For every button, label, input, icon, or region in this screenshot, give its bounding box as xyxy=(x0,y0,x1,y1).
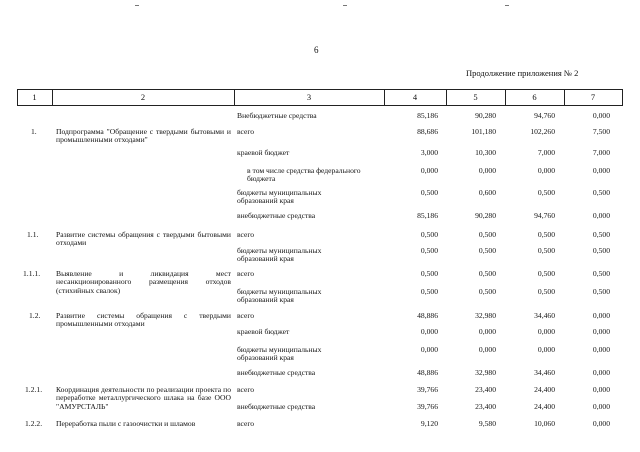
row-value-4: 0,000 xyxy=(420,327,438,336)
row-source: всего xyxy=(237,127,255,136)
row-value-4: 88,686 xyxy=(417,127,438,136)
row-value-7: 0,000 xyxy=(592,166,610,175)
row-value-5: 0,500 xyxy=(478,230,496,239)
row-number: 1. xyxy=(31,127,37,136)
row-source: в том числе средства федерального бюджета xyxy=(247,166,361,184)
row-number: 1.2. xyxy=(29,311,41,320)
row-value-6: 24,400 xyxy=(534,402,555,411)
row-name: Координация деятельности по реализации проекта по переработке металлургического шлака на базе ООО "АМУРСТАЛЬ" xyxy=(56,385,231,411)
row-name: Развитие системы обращения с твердыми промышленными отходами xyxy=(56,311,231,329)
row-value-7: 0,000 xyxy=(592,419,610,428)
row-value-6: 24,400 xyxy=(534,385,555,394)
row-value-6: 10,060 xyxy=(534,419,555,428)
row-value-7: 0,500 xyxy=(592,269,610,278)
row-value-7: 0,500 xyxy=(592,287,610,296)
row-value-5: 0,500 xyxy=(478,287,496,296)
row-value-7: 0,500 xyxy=(592,230,610,239)
row-value-6: 102,260 xyxy=(530,127,555,136)
row-value-5: 90,280 xyxy=(475,211,496,220)
row-source: краевой бюджет xyxy=(237,148,290,157)
row-value-4: 0,500 xyxy=(420,246,438,255)
row-value-6: 0,500 xyxy=(537,230,555,239)
header-col-5: 5 xyxy=(473,92,478,102)
row-name: Подпрограмма "Обращение с твердыми бытовыми и промышленными отходами" xyxy=(56,127,231,145)
row-value-4: 39,766 xyxy=(417,385,438,394)
row-value-6: 0,000 xyxy=(537,327,555,336)
row-value-5: 0,000 xyxy=(478,166,496,175)
row-value-6: 94,760 xyxy=(534,111,555,120)
row-value-7: 0,000 xyxy=(592,402,610,411)
row-value-7: 7,500 xyxy=(592,127,610,136)
row-source: внебюджетные средства xyxy=(237,211,316,220)
row-value-5: 90,280 xyxy=(475,111,496,120)
row-value-4: 0,500 xyxy=(420,188,438,197)
row-source: бюджеты муниципальных образований края xyxy=(237,345,322,363)
row-name: Переработка пыли с газоочистки и шламов xyxy=(56,419,196,428)
scan-mark xyxy=(343,5,347,6)
row-value-4: 48,886 xyxy=(417,311,438,320)
row-value-4: 0,000 xyxy=(420,345,438,354)
row-value-7: 0,500 xyxy=(592,246,610,255)
row-source: всего xyxy=(237,269,255,278)
row-value-5: 101,180 xyxy=(471,127,496,136)
row-value-4: 39,766 xyxy=(417,402,438,411)
row-value-5: 0,500 xyxy=(478,246,496,255)
row-source: всего xyxy=(237,311,255,320)
row-value-5: 0,000 xyxy=(478,327,496,336)
row-value-5: 0,500 xyxy=(478,269,496,278)
row-name: Развитие системы обращения с твердыми бытовыми отходами xyxy=(56,230,231,248)
row-value-5: 10,300 xyxy=(475,148,496,157)
row-value-6: 0,500 xyxy=(537,269,555,278)
row-value-6: 94,760 xyxy=(534,211,555,220)
header-col-6: 6 xyxy=(532,92,537,102)
header-col-7: 7 xyxy=(590,92,596,102)
row-value-6: 0,000 xyxy=(537,345,555,354)
row-name: Выявление и ликвидация мест несанкционированного размещения отходов (стихийных свалок) xyxy=(56,269,231,295)
row-source: всего xyxy=(237,419,255,428)
row-source: Внебюджетные средства xyxy=(237,111,317,120)
row-value-4: 0,500 xyxy=(420,230,438,239)
row-value-4: 3,000 xyxy=(420,148,438,157)
row-value-4: 85,186 xyxy=(417,111,438,120)
row-value-5: 32,980 xyxy=(475,368,496,377)
row-value-6: 0,000 xyxy=(537,166,555,175)
header-col-3: 3 xyxy=(306,92,312,102)
row-value-7: 0,000 xyxy=(592,211,610,220)
row-value-4: 0,500 xyxy=(420,269,438,278)
row-number: 1.1.1. xyxy=(23,269,41,278)
row-value-5: 9,580 xyxy=(478,419,496,428)
row-value-7: 0,000 xyxy=(592,111,610,120)
row-value-7: 0,000 xyxy=(592,385,610,394)
row-value-7: 0,000 xyxy=(592,327,610,336)
header-col-2: 2 xyxy=(140,92,146,102)
scan-mark xyxy=(135,5,139,6)
row-value-6: 34,460 xyxy=(534,368,555,377)
row-value-5: 0,000 xyxy=(478,345,496,354)
page-number: 6 xyxy=(314,45,319,55)
row-value-6: 7,000 xyxy=(537,148,555,157)
row-source: краевой бюджет xyxy=(237,327,290,336)
row-value-7: 0,000 xyxy=(592,368,610,377)
row-value-7: 0,000 xyxy=(592,345,610,354)
row-number: 1.1. xyxy=(27,230,39,239)
row-value-5: 23,400 xyxy=(475,402,496,411)
row-number: 1.2.1. xyxy=(25,385,43,394)
row-value-4: 48,886 xyxy=(417,368,438,377)
row-source: всего xyxy=(237,230,255,239)
row-number: 1.2.2. xyxy=(25,419,43,428)
row-value-4: 9,120 xyxy=(420,419,438,428)
row-value-5: 23,400 xyxy=(475,385,496,394)
row-value-6: 0,500 xyxy=(537,188,555,197)
row-value-6: 0,500 xyxy=(537,287,555,296)
row-value-4: 0,000 xyxy=(420,166,438,175)
continuation-label: Продолжение приложения № 2 xyxy=(466,68,579,78)
row-source: внебюджетные средства xyxy=(237,368,316,377)
row-value-6: 34,460 xyxy=(534,311,555,320)
row-source: бюджеты муниципальных образований края xyxy=(237,246,322,264)
row-value-5: 0,600 xyxy=(478,188,496,197)
row-value-4: 0,500 xyxy=(420,287,438,296)
row-value-6: 0,500 xyxy=(537,246,555,255)
row-value-7: 0,000 xyxy=(592,311,610,320)
row-value-7: 0,500 xyxy=(592,188,610,197)
row-source: бюджеты муниципальных образований края xyxy=(237,188,322,206)
row-source: бюджеты муниципальных образований края xyxy=(237,287,322,305)
row-source: всего xyxy=(237,385,255,394)
row-value-5: 32,980 xyxy=(475,311,496,320)
header-col-1: 1 xyxy=(32,92,37,102)
row-source: внебюджетные средства xyxy=(237,402,316,411)
scan-mark xyxy=(505,5,509,6)
header-col-4: 4 xyxy=(412,92,418,102)
row-value-4: 85,186 xyxy=(417,211,438,220)
row-value-7: 7,000 xyxy=(592,148,610,157)
